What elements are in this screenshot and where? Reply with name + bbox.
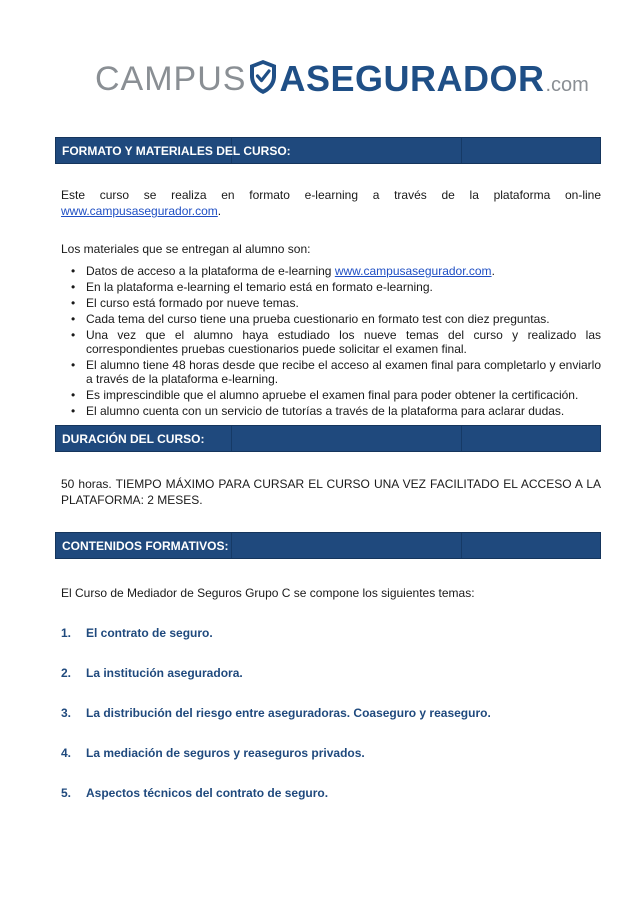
topic-number: 5.	[61, 786, 72, 800]
platform-link[interactable]: www.campusasegurador.com	[334, 264, 492, 278]
table-cell-divider	[461, 426, 462, 451]
topic-number: 2.	[61, 666, 72, 680]
topic-number: 3.	[61, 706, 72, 720]
list-item: • En la plataforma e-learning el temario está en formato e-learning.	[71, 280, 433, 294]
topic-item	[61, 746, 365, 760]
logo-campus-text: CAMPUS	[95, 60, 247, 98]
list-item: • Es imprescindible que el alumno apruebe el examen final para poder obtener la certificación.	[71, 388, 579, 402]
topic-item	[61, 626, 213, 640]
list-item: • Una vez que el alumno haya estudiado los nueve temas del curso y realizado las correspondientes pruebas cuestionarios puede solicitar el examen final.	[71, 328, 601, 356]
intro-line: Este curso se realiza en formato e-learning a través de la plataforma on-line	[61, 188, 601, 202]
topic-title: La distribución del riesgo entre aseguradoras. Coaseguro y reaseguro.	[86, 706, 491, 720]
topic-item	[61, 706, 491, 720]
materiales-list	[61, 264, 601, 420]
intro-end: .	[217, 204, 222, 218]
table-cell-divider	[461, 138, 462, 163]
list-item: • El alumno cuenta con un servicio de tutorías a través de la plataforma para aclarar dudas.	[71, 404, 565, 418]
topic-number: 1.	[61, 626, 72, 640]
section-title: FORMATO Y MATERIALES DEL CURSO:	[62, 143, 291, 158]
section-title: CONTENIDOS FORMATIVOS:	[62, 538, 229, 553]
list-item: • Datos de acceso a la plataforma de e-learning www.campusasegurador.com.	[71, 264, 495, 278]
section-header-contenidos	[55, 532, 601, 559]
topic-title: Aspectos técnicos del contrato de seguro.	[86, 786, 329, 800]
topic-item	[61, 786, 328, 800]
logo-asegurador-text: ASEGURADOR	[279, 58, 545, 99]
table-cell-divider	[231, 533, 232, 558]
list-item: • El curso está formado por nueve temas.	[71, 296, 299, 310]
section-title: DURACIÓN DEL CURSO:	[62, 431, 205, 446]
topic-title: El contrato de seguro.	[86, 626, 213, 640]
campus-asegurador-logo	[95, 48, 589, 99]
list-item: • Cada tema del curso tiene una prueba cuestionario en formato test con diez preguntas.	[71, 312, 550, 326]
materiales-intro: Los materiales que se entregan al alumno son:	[61, 242, 311, 256]
contenidos-intro: El Curso de Mediador de Seguros Grupo C se compone los siguientes temas:	[61, 586, 475, 600]
topic-number: 4.	[61, 746, 72, 760]
campus-link[interactable]: www.campusasegurador.com	[61, 204, 218, 218]
section-header-formato	[55, 137, 601, 164]
section-header-duracion	[55, 425, 601, 452]
table-cell-divider	[231, 426, 232, 451]
list-item: • El alumno tiene 48 horas desde que recibe el acceso al examen final para completarlo y enviarlo a través de la plataforma e-learning.	[71, 358, 601, 386]
logo-com-text: .com	[545, 74, 589, 96]
topic-title: La mediación de seguros y reaseguros privados.	[86, 746, 365, 760]
duracion-text: 50 horas. TIEMPO MÁXIMO PARA CURSAR EL CURSO UNA VEZ FACILITADO EL ACCESO A LA PLATAFORMA: 2 MESES.	[61, 477, 601, 507]
topic-title: La institución aseguradora.	[86, 666, 243, 680]
topic-item	[61, 666, 243, 680]
shield-check-icon	[248, 58, 278, 96]
intro-link-line	[61, 203, 601, 219]
table-cell-divider	[461, 533, 462, 558]
